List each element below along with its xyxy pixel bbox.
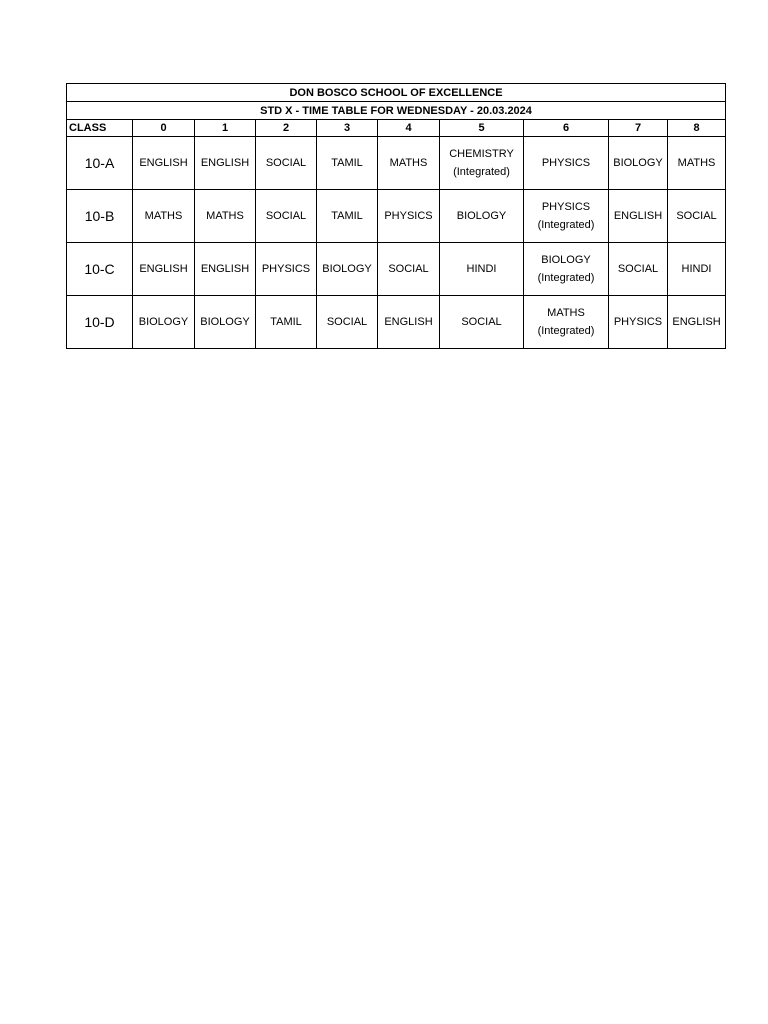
- class-name-cell: 10-A: [67, 137, 133, 190]
- table-row: [67, 137, 726, 190]
- table-row: [67, 296, 726, 349]
- subject-cell: [317, 190, 378, 243]
- period-header-8: 8: [668, 120, 726, 137]
- subject-text: PHYSICS: [541, 157, 591, 169]
- subject-cell: [317, 296, 378, 349]
- subject-cell: [668, 190, 726, 243]
- title-row: [67, 84, 726, 102]
- subject-text: PHYSICS: [384, 210, 433, 222]
- timetable-table: [66, 83, 726, 349]
- period-header-7: 7: [609, 120, 668, 137]
- subject-text: SOCIAL: [676, 210, 717, 222]
- subject-cell: [668, 243, 726, 296]
- table-row: [67, 243, 726, 296]
- subject-text: ENGLISH: [384, 316, 433, 328]
- subject-cell: [195, 296, 256, 349]
- subject-text: (Integrated): [537, 219, 595, 231]
- period-header-1: 1: [195, 120, 256, 137]
- subject-text: MATHS: [144, 210, 183, 222]
- subject-text: (Integrated): [453, 166, 510, 178]
- period-header-3: 3: [317, 120, 378, 137]
- timetable-sheet: [66, 83, 725, 349]
- subject-text: MATHS: [677, 157, 716, 169]
- subject-cell: [668, 296, 726, 349]
- subject-text: MATHS: [547, 307, 585, 319]
- subject-cell: [440, 296, 524, 349]
- subject-text: TAMIL: [331, 157, 363, 169]
- subtitle-row: [67, 102, 726, 120]
- subject-cell: [133, 243, 195, 296]
- subject-cell: [524, 137, 609, 190]
- subject-text: BIOLOGY: [200, 316, 250, 328]
- header-row: [67, 120, 726, 137]
- subject-text: (Integrated): [537, 272, 595, 284]
- subject-cell: [256, 296, 317, 349]
- subject-cell: [609, 296, 668, 349]
- subject-cell: [133, 190, 195, 243]
- subject-text: PHYSICS: [261, 263, 311, 275]
- subject-cell: [524, 190, 609, 243]
- subject-cell: [378, 243, 440, 296]
- subject-text: TAMIL: [331, 210, 363, 222]
- class-name-cell: 10-B: [67, 190, 133, 243]
- table-row: [67, 190, 726, 243]
- subject-cell: [440, 137, 524, 190]
- class-name-cell: 10-C: [67, 243, 133, 296]
- subject-cell: [317, 137, 378, 190]
- subject-text: HINDI: [466, 263, 497, 275]
- subject-cell: [195, 137, 256, 190]
- subject-text: ENGLISH: [672, 316, 721, 328]
- class-name-cell: 10-D: [67, 296, 133, 349]
- subject-text: CHEMISTRY: [449, 148, 514, 160]
- subject-text: HINDI: [681, 263, 712, 275]
- subject-text: TAMIL: [270, 316, 302, 328]
- period-header-5: 5: [440, 120, 524, 137]
- subject-text: ENGLISH: [200, 263, 250, 275]
- subject-cell: [609, 137, 668, 190]
- period-header-6: 6: [524, 120, 609, 137]
- subject-text: MATHS: [206, 210, 244, 222]
- subject-cell: [195, 243, 256, 296]
- subject-text: SOCIAL: [326, 316, 368, 328]
- subject-text: ENGLISH: [613, 210, 663, 222]
- subject-cell: [378, 296, 440, 349]
- subject-cell: [378, 137, 440, 190]
- subject-text: BIOLOGY: [613, 157, 663, 169]
- subject-cell: [133, 137, 195, 190]
- subject-text: BIOLOGY: [541, 254, 591, 266]
- subject-cell: [195, 190, 256, 243]
- subject-cell: [256, 243, 317, 296]
- class-column-header: CLASS: [67, 120, 133, 137]
- subject-text: PHYSICS: [613, 316, 663, 328]
- subject-cell: [668, 137, 726, 190]
- subject-cell: [609, 243, 668, 296]
- period-header-4: 4: [378, 120, 440, 137]
- subject-text: ENGLISH: [139, 157, 188, 169]
- subject-cell: [524, 243, 609, 296]
- subject-text: ENGLISH: [200, 157, 250, 169]
- subject-text: BIOLOGY: [322, 263, 372, 275]
- timetable-subtitle: STD X - TIME TABLE FOR WEDNESDAY - 20.03.2024: [67, 102, 726, 120]
- school-name: DON BOSCO SCHOOL OF EXCELLENCE: [67, 84, 726, 102]
- period-header-0: 0: [133, 120, 195, 137]
- subject-cell: [609, 190, 668, 243]
- subject-cell: [256, 190, 317, 243]
- subject-text: SOCIAL: [388, 263, 429, 275]
- period-header-2: 2: [256, 120, 317, 137]
- subject-text: SOCIAL: [617, 263, 659, 275]
- timetable-body: [67, 84, 726, 349]
- subject-cell: [317, 243, 378, 296]
- subject-text: ENGLISH: [139, 263, 188, 275]
- subject-text: BIOLOGY: [138, 316, 189, 328]
- subject-text: PHYSICS: [541, 201, 591, 213]
- subject-cell: [133, 296, 195, 349]
- subject-cell: [440, 190, 524, 243]
- subject-text: BIOLOGY: [456, 210, 507, 222]
- subject-cell: [440, 243, 524, 296]
- subject-text: SOCIAL: [265, 157, 307, 169]
- subject-text: MATHS: [389, 157, 428, 169]
- subject-text: (Integrated): [537, 325, 595, 337]
- subject-cell: [524, 296, 609, 349]
- subject-cell: [378, 190, 440, 243]
- subject-cell: [256, 137, 317, 190]
- subject-text: SOCIAL: [461, 316, 502, 328]
- subject-text: SOCIAL: [265, 210, 307, 222]
